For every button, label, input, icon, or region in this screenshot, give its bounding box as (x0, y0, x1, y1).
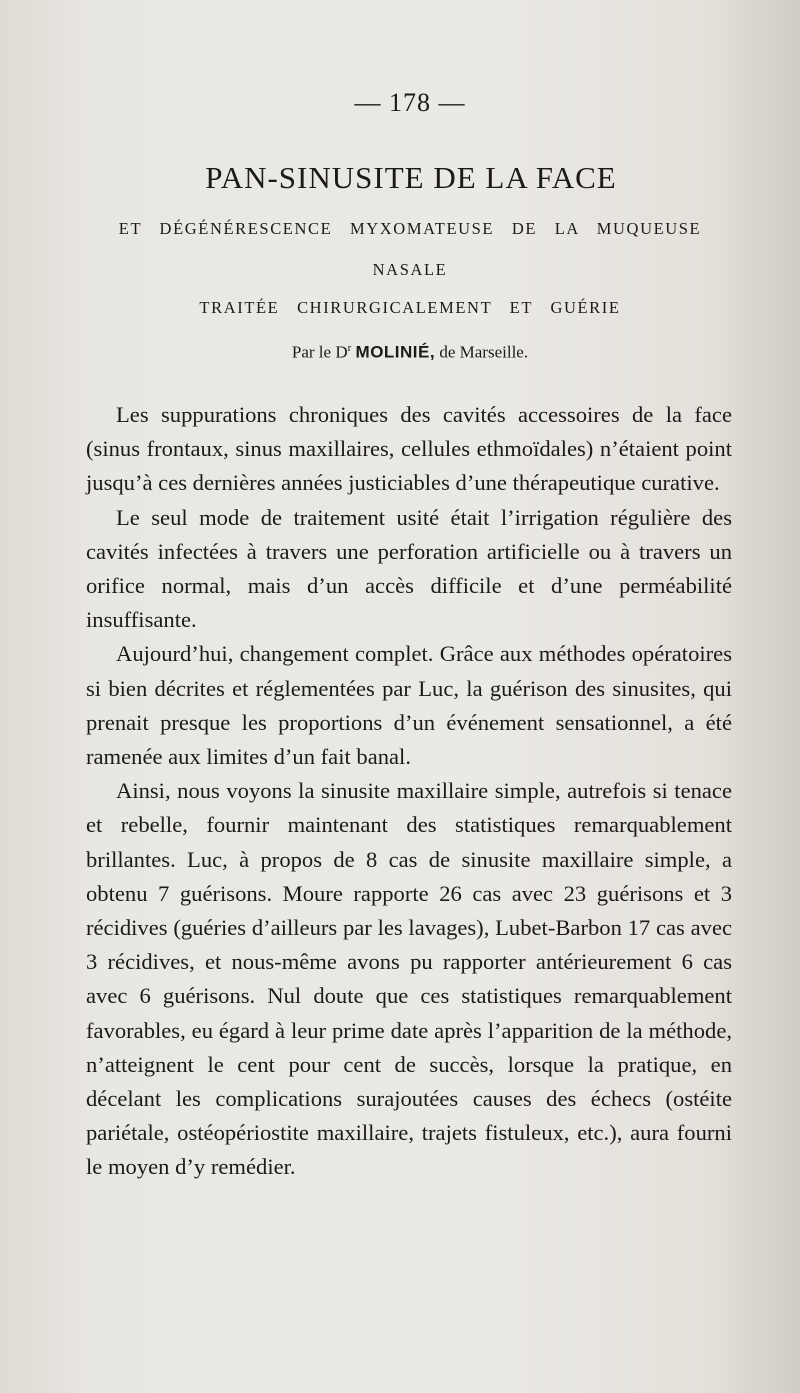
paragraph: Les suppurations chroniques des cavités accessoires de la face (sinus frontaux, sinus maxillaires, cellules ethmoïdales) n’étaient point jusqu’à ces dernières années justiciables d’une thérapeutique curative. (86, 402, 732, 496)
page-number: — 178 — (354, 88, 466, 117)
author-line (0, 342, 800, 363)
paragraph: Le seul mode de traitement usité était l’irrigation régulière des cavités infectées à travers une perforation artificielle ou à travers un orifice normal, mais d’un accès difficile et d’une perméabilité insuffisante. (86, 504, 732, 633)
paragraph: Ainsi, nous voyons la sinusite maxillaire simple, autrefois si tenace et rebelle, fournir maintenant des statistiques remarquablement brillantes. Luc, à propos de 8 cas de sinusite maxillaire simple, a obtenu 7 guérisons. Moure rapporte 26 cas avec 23 guérisons et 3 récidives (guéries d’ailleurs par les lavages), Lubet-Barbon 17 cas avec 3 récidives, et nous-même avons pu rapporter antérieurement 6 cas avec 6 guérisons. Nul doute que ces statistiques remarquablement favorables, eu égard à leur prime date après l’apparition de la méthode, n’atteignent le cent pour cent de succès, lorsque la pratique, en décelant les complications surajoutées causes des échecs (ostéite pariétale, ostéopériostite maxillaire, trajets fistuleux, etc.), aura fourni le moyen d’y remédier. (86, 778, 732, 1180)
author-prefix: Par le D (291, 342, 348, 362)
paragraph: Aujourd’hui, changement complet. Grâce aux méthodes opératoires si bien décrites et réglementées par Luc, la guérison des sinusites, qui prenait presque les proportions d’un événement sensationnel, a été ramenée aux limites d’un fait banal. (86, 641, 732, 770)
author-location: de Marseille. (439, 342, 529, 362)
article-title: PAN-SINUSITE DE LA FACE (205, 160, 617, 195)
article-body (86, 398, 732, 1185)
subtitle-line-1: ET DÉGÉNÉRESCENCE MYXOMATEUSE DE LA MUQUEUSE (118, 219, 702, 238)
subtitle-line-3: TRAITÉE CHIRURGICALEMENT ET GUÉRIE (199, 298, 621, 317)
author-name: MOLINIÉ, (355, 342, 436, 362)
author-title-superscript: r (347, 342, 352, 354)
subtitle-line-2: NASALE (372, 260, 448, 279)
